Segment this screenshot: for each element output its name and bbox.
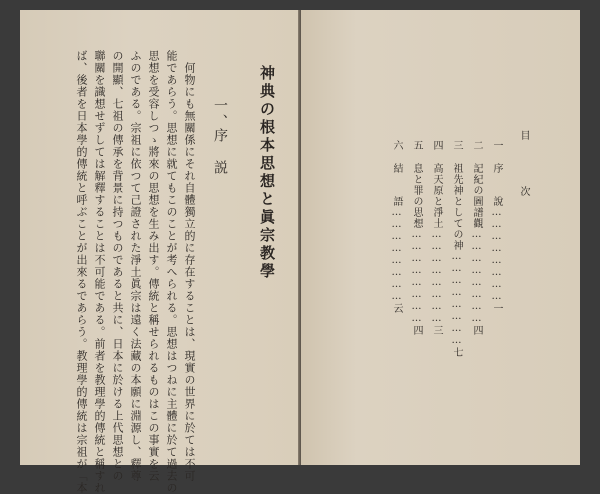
section-title: 序 説 (212, 128, 228, 176)
toc-item-1: 一 序 說……………………一 (491, 140, 502, 314)
body-line-5: の開顯、七祖の傳承を背景に持つものであると共に、日本に於ける上代思想との (111, 50, 124, 482)
toc-item-4: 四 高天原と淨土……………………三 (431, 140, 442, 336)
body-line-4: ふのである。宗祖に依つて己證された淨土眞宗は遠く法藏の本願に淵源し、釋尊 (129, 50, 142, 482)
body-line-1: 何物にも無關係にそれ自體獨立的に存在することは、現實の世界に於ては不可 (183, 62, 196, 482)
toc-item-5: 五 息と罪の思想……………………四 (411, 140, 422, 336)
toc-heading: 目 次 (518, 130, 529, 214)
body-line-6: 聯關を識想せずしては解釋することは不可能である。前者を教理學的傳統と稱すれ (93, 50, 106, 494)
body-line-3: 思想を受容しつゝ將來の思想を生み出す。傳統と稱せられるものはこの事實を云 (147, 50, 160, 482)
right-page (301, 10, 580, 465)
toc-item-6: 六 結 語……………………云 (391, 140, 402, 314)
section-number: 一、 (212, 98, 228, 130)
toc-item-2: 二 記紀の圖譜觀……………………四 (471, 140, 482, 336)
open-book (20, 10, 580, 494)
chapter-title: 神典の根本思想と眞宗教學 (258, 65, 276, 281)
body-line-7: ば、後者を日本學的傳統と呼ぶことが出來るであらう。教理學的傳統は宗祖が「本 (75, 50, 88, 494)
body-line-2: 能であらう。思想に就てもこのことが考へられる。思想はつねに主體に於て過去の (165, 50, 178, 494)
toc-item-3: 三 祖先神としての神……………………七 (451, 140, 462, 358)
left-page (20, 10, 299, 494)
